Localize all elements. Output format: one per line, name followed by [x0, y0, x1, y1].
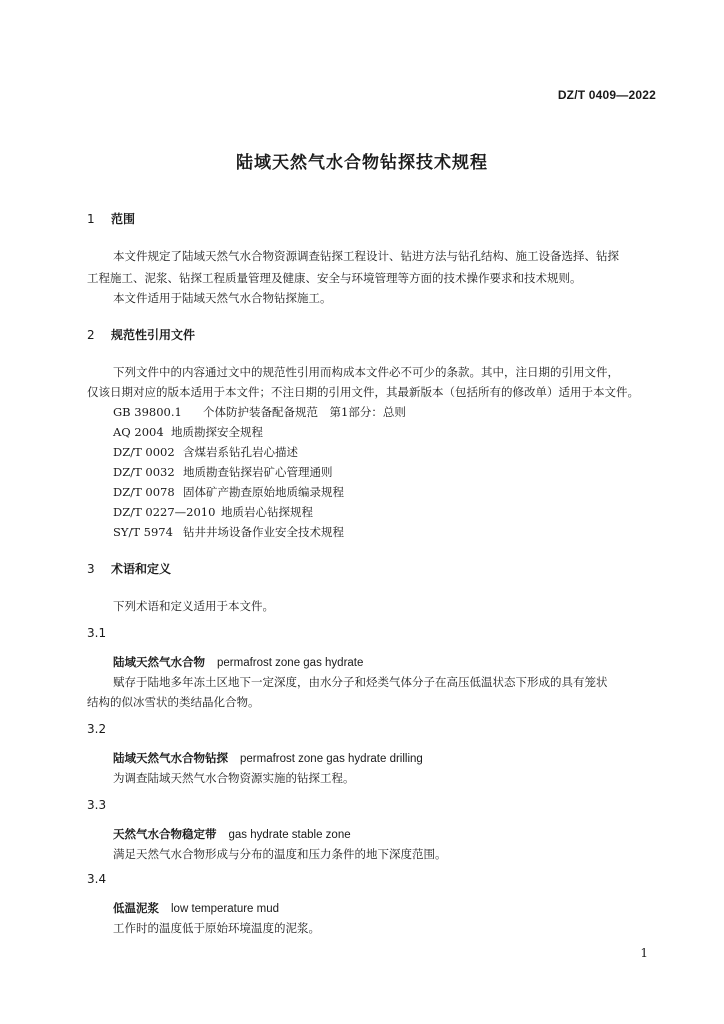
reference-title: 个体防护装备配备规范 第1部分：总则 [203, 405, 406, 419]
reference-code: DZ/T 0002 [113, 445, 175, 459]
paragraph-line: 本文件适用于陆域天然气水合物钻探施工。 [113, 291, 332, 305]
reference-code: DZ/T 0032 [113, 465, 175, 479]
section-number: 3 [87, 562, 95, 576]
paragraph-line: 下列文件中的内容通过文中的规范性引用而构成本文件必不可少的条款。其中，注日期的引用文件， [113, 365, 619, 379]
section-number: 2 [87, 328, 95, 342]
reference-item [113, 404, 406, 420]
paragraph-line: 仅该日期对应的版本适用于本文件；不注日期的引用文件，其最新版本（包括所有的修改单）适用于本文件。 [87, 385, 639, 399]
reference-title: 地质勘查钻探岩矿心管理通则 [183, 465, 333, 479]
reference-title: 地质岩心钻探规程 [221, 505, 313, 519]
reference-item [113, 524, 344, 540]
reference-item [113, 504, 313, 520]
reference-title: 钻井井场设备作业安全技术规程 [183, 525, 344, 539]
reference-code: GB 39800.1 [113, 405, 182, 419]
reference-title: 固体矿产勘查原始地质编录规程 [183, 485, 344, 499]
reference-title: 地质勘探安全规程 [171, 425, 263, 439]
reference-code: AQ 2004 [113, 425, 164, 439]
section-title: 术语和定义 [111, 562, 172, 576]
document-title: 陆域天然气水合物钻探技术规程 [236, 153, 488, 173]
page-number: 1 [640, 946, 648, 960]
reference-item [113, 484, 344, 500]
term-number: 3.4 [87, 872, 107, 886]
term-entry [113, 900, 279, 916]
term-number: 3.2 [87, 722, 107, 736]
term-definition: 工作时的温度低于原始环境温度的泥浆。 [113, 921, 320, 935]
term-english: permafrost zone gas hydrate drilling [240, 753, 423, 765]
paragraph-line: 下列术语和定义适用于本文件。 [113, 599, 274, 613]
term-entry [113, 654, 363, 670]
term-entry [113, 826, 351, 842]
term-definition: 结构的似冰雪状的类结晶化合物。 [87, 695, 260, 709]
reference-item [113, 424, 263, 440]
document-number: DZ/T 0409—2022 [557, 88, 656, 102]
term-chinese: 低温泥浆 [113, 901, 159, 915]
term-chinese: 陆域天然气水合物 [113, 655, 205, 669]
term-entry [113, 750, 423, 766]
reference-item [113, 464, 333, 480]
term-chinese: 天然气水合物稳定带 [113, 827, 217, 841]
paragraph-line: 工程施工、泥浆、钻探工程质量管理及健康、安全与环境管理等方面的技术操作要求和技术规则。 [87, 271, 582, 285]
reference-code: SY/T 5974 [113, 525, 173, 539]
reference-code: DZ/T 0078 [113, 485, 175, 499]
term-definition: 赋存于陆地多年冻土区地下一定深度，由水分子和烃类气体分子在高压低温状态下形成的具有笼状 [113, 675, 608, 689]
reference-item [113, 444, 298, 460]
section-title: 范围 [111, 212, 136, 226]
section-number: 1 [87, 212, 95, 226]
section-2-heading [87, 326, 195, 343]
term-chinese: 陆域天然气水合物钻探 [113, 751, 228, 765]
term-definition: 为调查陆域天然气水合物资源实施的钻探工程。 [113, 771, 355, 785]
reference-code: DZ/T 0227—2010 [113, 505, 216, 519]
section-3-heading [87, 560, 171, 577]
section-title: 规范性引用文件 [111, 328, 196, 342]
paragraph-line: 本文件规定了陆域天然气水合物资源调查钻探工程设计、钻进方法与钻孔结构、施工设备选择、钻探 [113, 249, 619, 263]
section-1-heading [87, 210, 135, 227]
term-english: gas hydrate stable zone [228, 829, 351, 841]
term-number: 3.1 [87, 626, 107, 640]
term-english: permafrost zone gas hydrate [217, 657, 364, 669]
reference-title: 含煤岩系钻孔岩心描述 [183, 445, 298, 459]
term-english: low temperature mud [171, 903, 280, 915]
term-number: 3.3 [87, 798, 107, 812]
term-definition: 满足天然气水合物形成与分布的温度和压力条件的地下深度范围。 [113, 847, 447, 861]
